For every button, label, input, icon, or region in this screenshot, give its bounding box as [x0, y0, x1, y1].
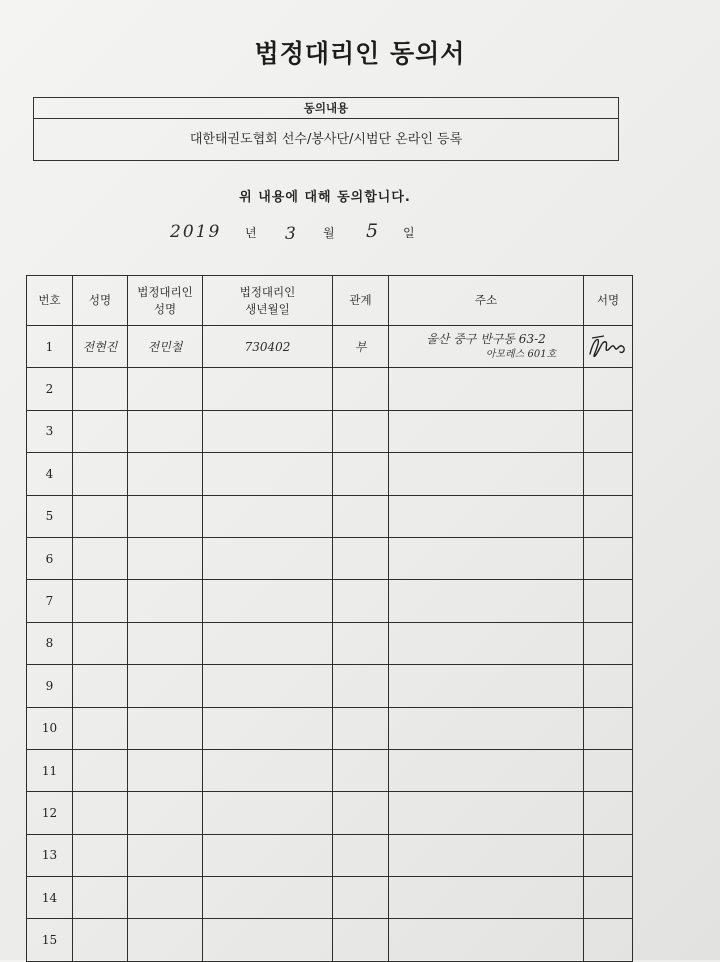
header-guardian-name: [128, 276, 203, 326]
header-guardian-birth: [203, 276, 333, 326]
row-address: [389, 792, 584, 834]
registration-table: [26, 275, 633, 962]
row-guardian-birth: [203, 495, 333, 537]
agreement-text: 위 내용에 대해 동의합니다.: [239, 190, 411, 205]
date-day: 5: [366, 220, 379, 242]
row-guardian-name: [128, 834, 203, 876]
row-address-line1: 울산 중구 반구동 63-2: [426, 331, 546, 346]
row-number: 13: [27, 834, 73, 876]
row-name: [73, 665, 128, 707]
row-address: [389, 877, 584, 919]
table-row: [27, 834, 633, 876]
row-number: 12: [27, 792, 73, 834]
row-guardian-name: [128, 707, 203, 749]
table-row: [27, 580, 633, 622]
row-signature: [584, 707, 633, 749]
row-address: [389, 665, 584, 707]
row-guardian-birth: [203, 792, 333, 834]
row-name: [73, 919, 128, 961]
row-name: [73, 749, 128, 791]
row-guardian-name: [128, 792, 203, 834]
row-guardian-name: 전민철: [128, 326, 203, 368]
row-name: [73, 707, 128, 749]
date-day-unit: 일: [403, 226, 415, 240]
table-row: [27, 919, 633, 961]
row-name: [73, 792, 128, 834]
header-number: 번호: [27, 276, 73, 326]
date-month: 3: [285, 224, 296, 244]
row-number: 5: [27, 495, 73, 537]
table-row: [27, 665, 633, 707]
consent-header: 동의내용: [34, 98, 618, 119]
header-guardian-birth-line1: 법정대리인: [239, 284, 296, 299]
row-address: [389, 453, 584, 495]
header-guardian-name-line2: 성명: [153, 301, 177, 316]
document-title: 법정대리인 동의서: [254, 39, 466, 68]
row-name: [73, 410, 128, 452]
row-guardian-birth: [203, 749, 333, 791]
header-guardian-name-line1: 법정대리인: [137, 284, 193, 299]
row-guardian-birth: [203, 537, 333, 579]
table-row: [27, 792, 633, 834]
row-name: [73, 580, 128, 622]
row-name: [73, 368, 128, 410]
row-name: [73, 622, 128, 664]
row-signature: [584, 622, 633, 664]
row-number: 9: [27, 665, 73, 707]
row-relation: [333, 495, 389, 537]
row-guardian-birth: [203, 877, 333, 919]
row-number: 8: [27, 622, 73, 664]
date-year-unit: 년: [245, 226, 257, 240]
header-relation: 관계: [333, 276, 389, 326]
row-signature: [584, 919, 633, 961]
row-signature: [584, 834, 633, 876]
row-name: [73, 877, 128, 919]
row-signature: [584, 877, 633, 919]
row-signature: [584, 537, 633, 579]
header-signature: 서명: [584, 276, 633, 326]
row-address: [389, 622, 584, 664]
consent-box: [33, 97, 619, 161]
row-address-line2: 아모레스 601호: [485, 348, 557, 360]
row-guardian-birth: [203, 707, 333, 749]
row-relation: [333, 622, 389, 664]
row-address: [389, 495, 584, 537]
row-guardian-birth: [203, 453, 333, 495]
row-signature: [584, 495, 633, 537]
date-month-unit: 월: [323, 226, 335, 240]
row-relation: [333, 792, 389, 834]
row-name: 전현진: [73, 326, 128, 368]
header-guardian-birth-line2: 생년월일: [245, 301, 290, 316]
row-guardian-name: [128, 537, 203, 579]
row-number: 15: [27, 919, 73, 961]
row-relation: [333, 453, 389, 495]
signature-scribble: [586, 332, 630, 362]
row-address: [389, 368, 584, 410]
row-address: [389, 537, 584, 579]
row-number: 2: [27, 368, 73, 410]
row-address: [389, 410, 584, 452]
row-name: [73, 453, 128, 495]
row-number: 1: [27, 326, 73, 368]
row-guardian-birth: [203, 622, 333, 664]
row-guardian-name: [128, 453, 203, 495]
row-number: 3: [27, 410, 73, 452]
row-guardian-birth: [203, 665, 333, 707]
table-row: [27, 537, 633, 579]
row-relation: 부: [333, 326, 389, 368]
row-guardian-name: [128, 410, 203, 452]
row-name: [73, 495, 128, 537]
row-guardian-name: [128, 495, 203, 537]
table-row: [27, 877, 633, 919]
row-guardian-name: [128, 622, 203, 664]
row-relation: [333, 707, 389, 749]
row-relation: [333, 368, 389, 410]
row-signature: [584, 368, 633, 410]
row-guardian-birth: [203, 919, 333, 961]
row-number: 11: [27, 749, 73, 791]
row-guardian-name: [128, 580, 203, 622]
row-signature: [584, 749, 633, 791]
row-guardian-name: [128, 368, 203, 410]
table-row: [27, 622, 633, 664]
row-relation: [333, 877, 389, 919]
date-year: 2019: [170, 222, 222, 242]
row-signature: [584, 580, 633, 622]
row-relation: [333, 665, 389, 707]
table-row: [27, 495, 633, 537]
table-row: [27, 410, 633, 452]
row-name: [73, 537, 128, 579]
row-guardian-name: [128, 665, 203, 707]
row-address: [389, 919, 584, 961]
row-number: 4: [27, 453, 73, 495]
row-address: [389, 749, 584, 791]
row-relation: [333, 580, 389, 622]
row-number: 14: [27, 877, 73, 919]
row-guardian-birth: 730402: [203, 326, 333, 368]
row-address: [389, 326, 584, 368]
row-guardian-birth: [203, 368, 333, 410]
table-row: [27, 368, 633, 410]
table-row: [27, 326, 633, 368]
row-number: 10: [27, 707, 73, 749]
row-guardian-name: [128, 877, 203, 919]
table-row: [27, 707, 633, 749]
row-relation: [333, 749, 389, 791]
header-address: 주소: [389, 276, 584, 326]
consent-body: 대한태권도협회 선수/봉사단/시범단 온라인 등록: [189, 132, 463, 147]
row-guardian-birth: [203, 410, 333, 452]
row-relation: [333, 410, 389, 452]
table-row: [27, 749, 633, 791]
table-row: [27, 453, 633, 495]
row-number: 6: [27, 537, 73, 579]
row-name: [73, 834, 128, 876]
row-address: [389, 707, 584, 749]
row-signature: [584, 792, 633, 834]
table-header-row: [27, 276, 633, 326]
row-guardian-name: [128, 919, 203, 961]
row-guardian-birth: [203, 580, 333, 622]
row-signature: [584, 326, 633, 368]
row-address: [389, 580, 584, 622]
row-number: 7: [27, 580, 73, 622]
row-relation: [333, 537, 389, 579]
row-signature: [584, 453, 633, 495]
row-address: [389, 834, 584, 876]
header-name: 성명: [73, 276, 128, 326]
row-signature: [584, 665, 633, 707]
row-relation: [333, 919, 389, 961]
row-relation: [333, 834, 389, 876]
row-guardian-name: [128, 749, 203, 791]
row-signature: [584, 410, 633, 452]
row-guardian-birth: [203, 834, 333, 876]
